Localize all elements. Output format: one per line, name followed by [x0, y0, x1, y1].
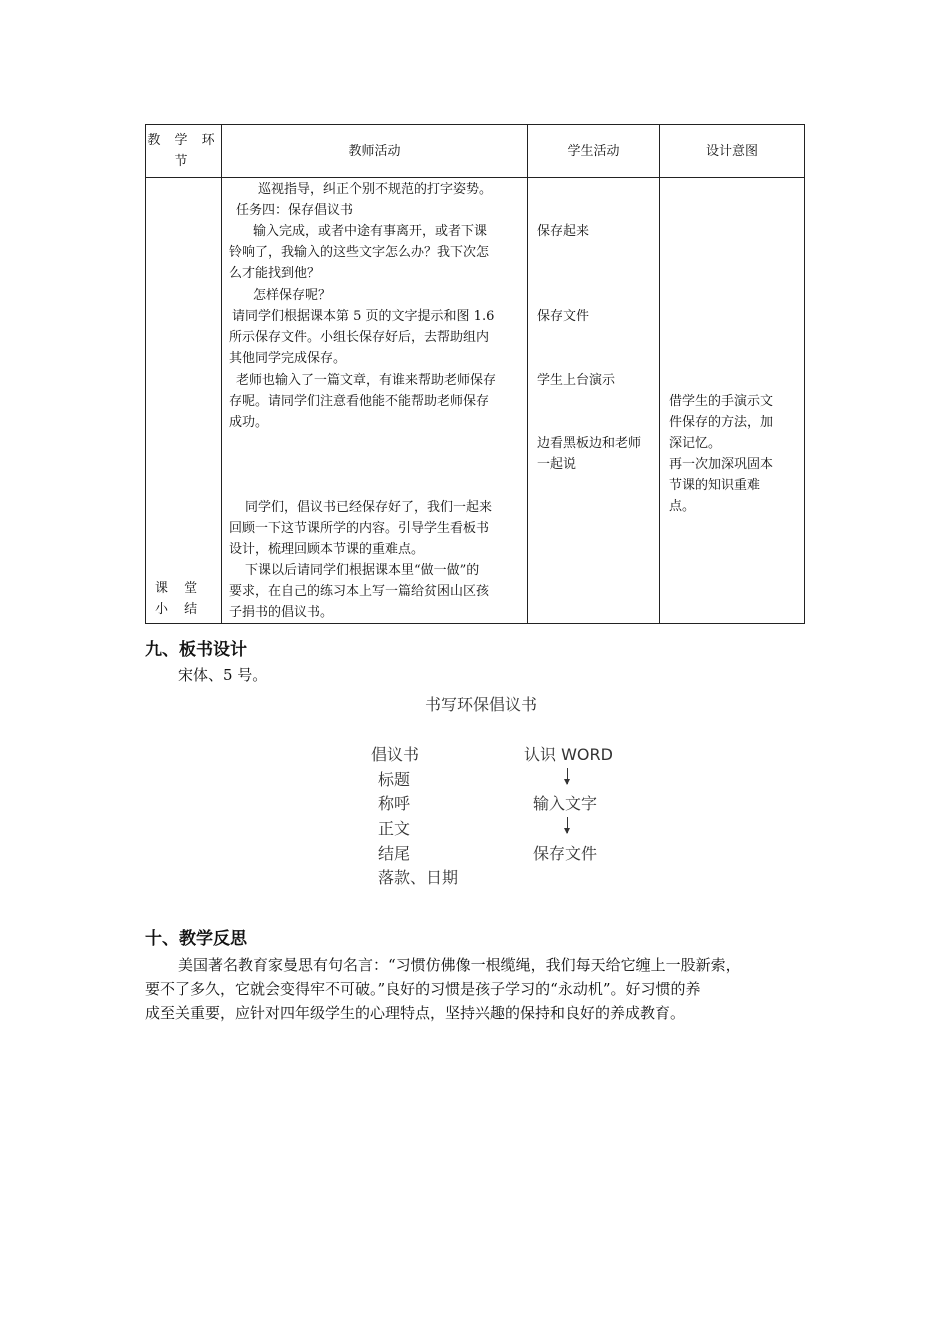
- student-line: 学生上台演示: [537, 373, 616, 388]
- teacher-line: 设计，梳理回顾本节课的重难点。: [229, 542, 425, 557]
- down-arrow-icon: [567, 768, 568, 784]
- reflection-line: 成至关重要，应针对四年级学生的心理特点，坚持兴趣的保持和良好的养成教育。: [145, 1004, 686, 1022]
- design-line: 点。: [669, 499, 696, 514]
- teacher-line: 下课以后请同学们根据课本里“做一做”的: [245, 563, 480, 578]
- teacher-line: 请同学们根据课本第 5 页的文字提示和图 1.6: [232, 309, 495, 324]
- teacher-line: 老师也输入了一篇文章，有谁来帮助老师保存: [236, 373, 497, 388]
- teacher-line: 回顾一下这节课所学的内容。引导学生看板书: [229, 521, 490, 536]
- teacher-line: 子捐书的倡议书。: [229, 605, 334, 620]
- teacher-line: 存呢。请同学们注意看他能不能帮助老师保存: [229, 394, 490, 409]
- reflection-line: 美国著名教育家曼思有句名言：“习惯仿佛像一根缆绳，我们每天给它缠上一股新索，: [178, 956, 741, 974]
- board-right-item: 认识 WORD: [524, 745, 613, 764]
- board-right-item: 保存文件: [533, 844, 598, 863]
- design-line: 深记忆。: [669, 436, 722, 451]
- design-line: 借学生的手演示文: [669, 394, 774, 409]
- board-title: 书写环保倡议书: [425, 695, 538, 714]
- board-right-item: 输入文字: [533, 794, 598, 813]
- student-line: 保存起来: [537, 224, 590, 239]
- teacher-line: 其他同学完成保存。: [229, 351, 347, 366]
- teacher-line: 巡视指导，纠正个别不规范的打字姿势。: [258, 182, 493, 197]
- reflection-line: 要不了多久，它就会变得牢不可破。”良好的习惯是孩子学习的“永动机”。好习惯的养: [145, 980, 701, 998]
- teacher-line: 任务四：保存倡议书: [236, 203, 354, 218]
- board-left-item: 结尾: [378, 844, 411, 863]
- header-design: 设计意图: [660, 125, 805, 178]
- header-teacher: 教师活动: [222, 125, 528, 178]
- teacher-line: 所示保存文件。小组长保存好后，去帮助组内: [229, 330, 490, 345]
- board-left-item: 称呼: [378, 794, 411, 813]
- design-line: 节课的知识重难: [669, 478, 761, 493]
- student-line: 保存文件: [537, 309, 590, 324]
- board-left-item: 落款、日期: [378, 868, 459, 887]
- design-cell: [660, 178, 805, 624]
- teacher-line: 要求，在自己的练习本上写一篇给贫困山区孩: [229, 584, 490, 599]
- header-student: 学生活动: [528, 125, 660, 178]
- section9-heading: 九、板书设计: [145, 640, 247, 660]
- table-row: [146, 178, 805, 624]
- stage-label: 课 堂 小 结: [155, 581, 204, 617]
- lesson-table: [145, 124, 805, 624]
- teacher-line: 铃响了，我输入的这些文字怎么办？我下次怎: [229, 245, 490, 260]
- board-left-item: 倡议书: [371, 745, 420, 764]
- board-left-item: 标题: [378, 770, 411, 789]
- teacher-line: 输入完成，或者中途有事离开，或者下课: [253, 224, 488, 239]
- student-line: 一起说: [537, 457, 577, 472]
- header-stage: 教 学 环 节: [146, 125, 222, 178]
- student-cell: [528, 178, 660, 624]
- teacher-line: 怎样保存呢？: [253, 288, 332, 303]
- section10-heading: 十、教学反思: [145, 929, 247, 949]
- teacher-line: 成功。: [229, 415, 269, 430]
- stage-cell: [146, 178, 222, 624]
- design-line: 再一次加深巩固本: [669, 457, 774, 472]
- teacher-line: 同学们，倡议书已经保存好了，我们一起来: [245, 500, 493, 515]
- section9-note: 宋体、5 号。: [178, 666, 268, 684]
- teacher-cell: [222, 178, 528, 624]
- design-line: 件保存的方法，加: [669, 415, 774, 430]
- table-header-row: [146, 125, 805, 178]
- student-line: 边看黑板边和老师: [537, 436, 642, 451]
- down-arrow-icon: [567, 817, 568, 833]
- teacher-line: 么才能找到他？: [229, 266, 321, 281]
- board-left-item: 正文: [378, 819, 411, 838]
